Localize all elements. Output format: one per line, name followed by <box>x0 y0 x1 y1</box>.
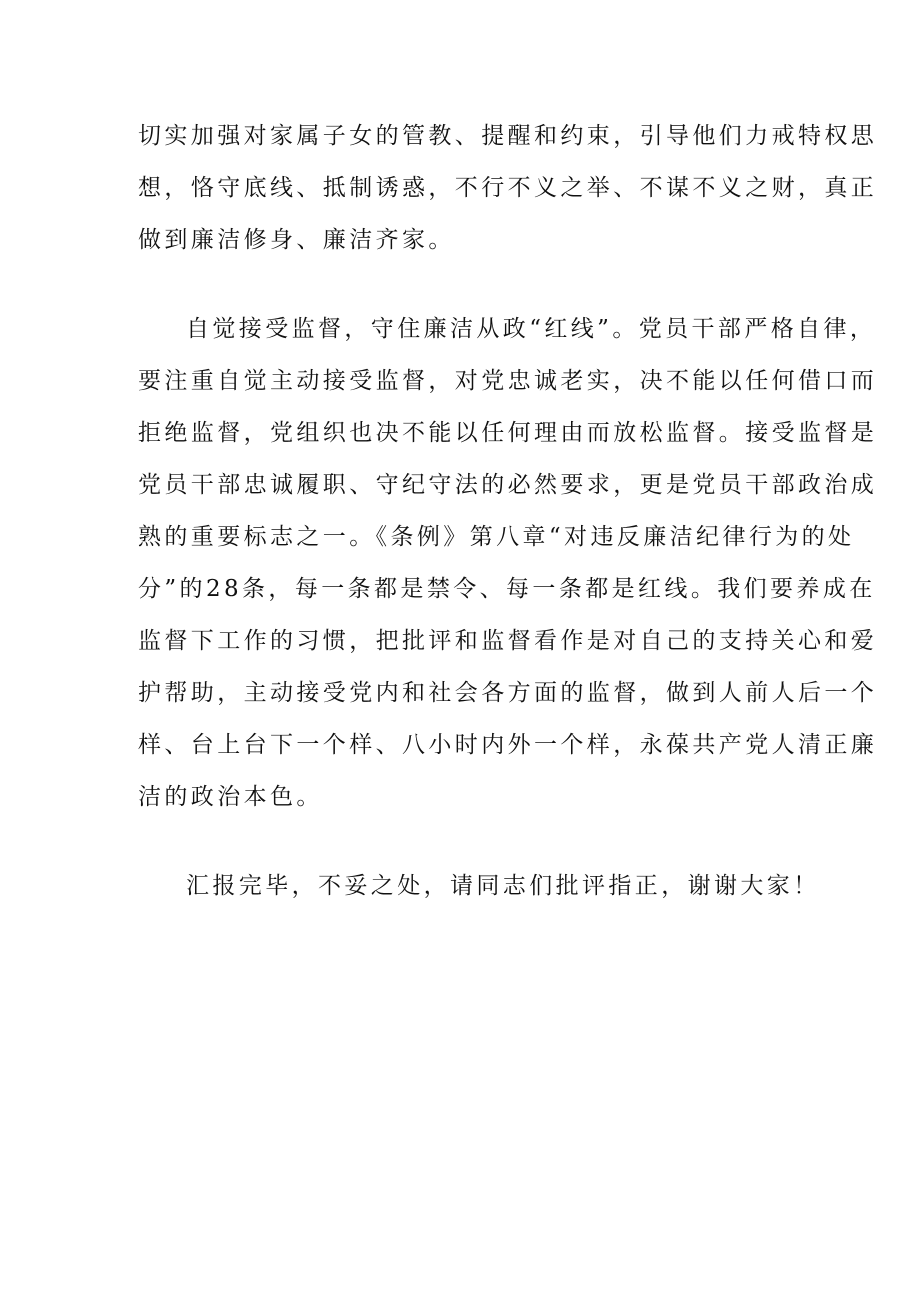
paragraph-closing-remarks <box>138 860 820 912</box>
document-body <box>138 110 878 912</box>
text-line: 汇报完毕，不妥之处，请同志们批评指正，谢谢大家！ <box>186 873 820 899</box>
paragraph-family-discipline <box>138 110 878 266</box>
text-line: 自觉接受监督，守住廉洁从政“红线”。党员干部严格自律， <box>186 316 877 342</box>
paragraph-spacer <box>138 823 788 860</box>
text-line: 洁的政治本色。 <box>138 784 323 810</box>
text-line: 分”的28条，每一条都是禁令、每一条都是红线。我们要养成在 <box>138 576 876 602</box>
text-line: 做到廉洁修身、廉洁齐家。 <box>138 227 455 253</box>
text-line: 切实加强对家属子女的管教、提醒和约束，引导他们力戒特权思 <box>138 123 878 149</box>
text-line: 样、台上台下一个样、八小时内外一个样，永葆共产党人清正廉 <box>138 732 878 758</box>
paragraph-spacer <box>138 266 788 303</box>
text-line: 护帮助，主动接受党内和社会各方面的监督，做到人前人后一个 <box>138 680 878 706</box>
text-line: 想，恪守底线、抵制诱惑，不行不义之举、不谋不义之财，真正 <box>138 175 878 201</box>
text-line: 党员干部忠诚履职、守纪守法的必然要求，更是党员干部政治成 <box>138 472 878 498</box>
text-line: 熟的重要标志之一。《条例》第八章“对违反廉洁纪律行为的处 <box>138 524 855 550</box>
text-line: 拒绝监督，党组织也决不能以任何理由而放松监督。接受监督是 <box>138 420 878 446</box>
text-line: 要注重自觉主动接受监督，对党忠诚老实，决不能以任何借口而 <box>138 368 878 394</box>
text-line: 监督下工作的习惯，把批评和监督看作是对自己的支持关心和爱 <box>138 628 878 654</box>
paragraph-accept-supervision <box>138 303 878 823</box>
